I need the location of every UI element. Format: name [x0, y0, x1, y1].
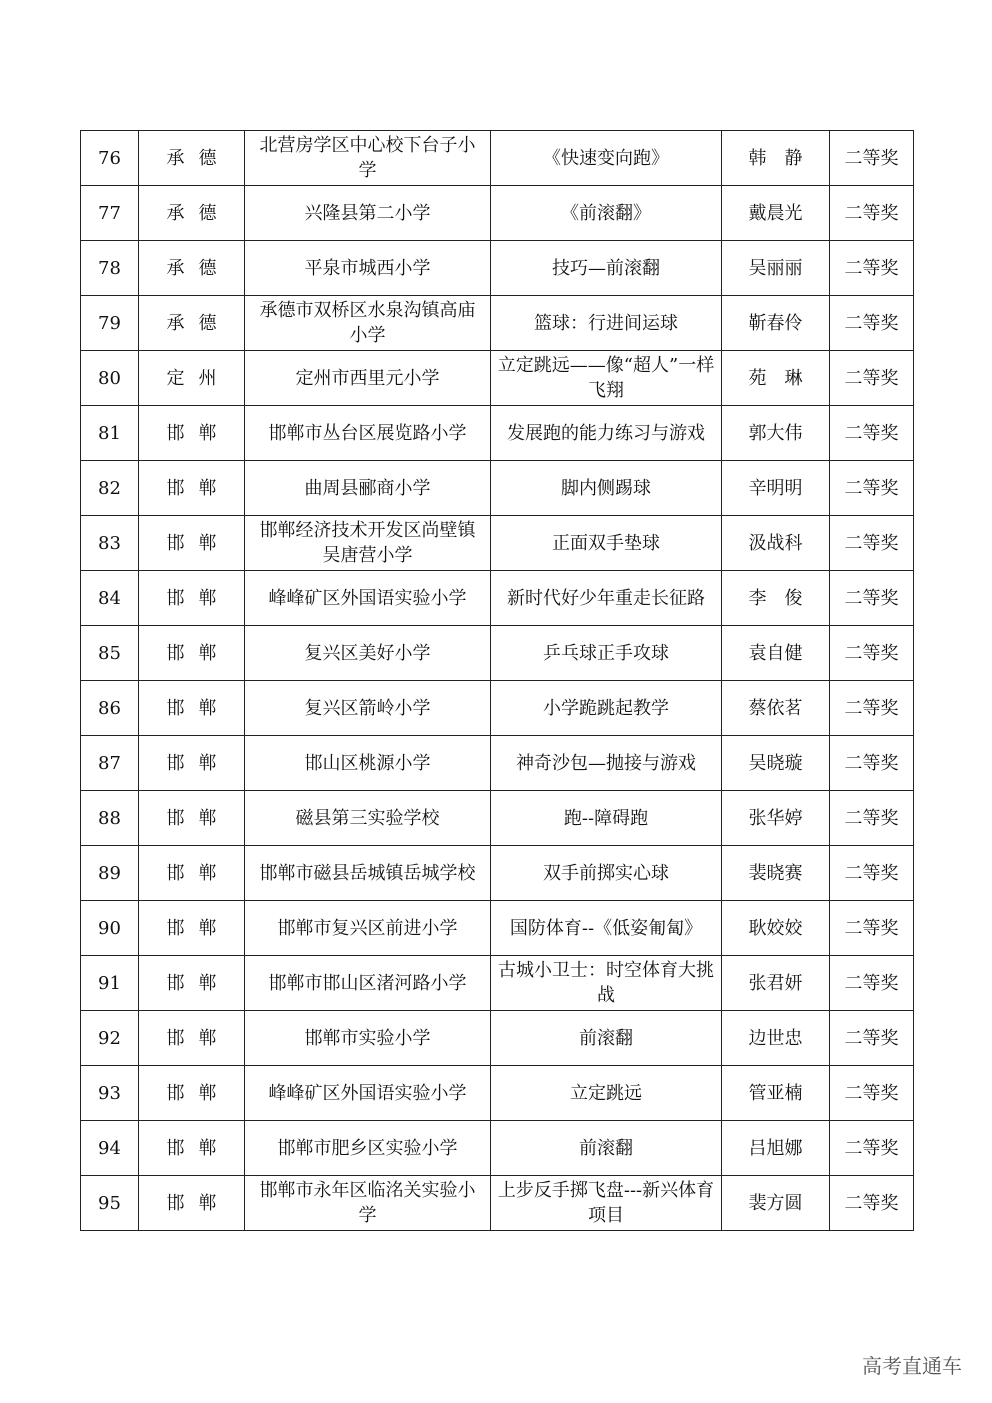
city-cell: 承德: [139, 296, 245, 351]
school-cell: 磁县第三实验学校: [245, 791, 491, 846]
teacher-cell: 李 俊: [722, 571, 830, 626]
school-cell: 邯郸市永年区临洺关实验小学: [245, 1176, 491, 1231]
table-row: [81, 956, 914, 1011]
table-row: [81, 1121, 914, 1176]
award-table: [80, 130, 914, 1231]
school-cell: 邯郸市实验小学: [245, 1011, 491, 1066]
city-cell: 邯郸: [139, 901, 245, 956]
row-number-cell: 77: [81, 186, 139, 241]
school-cell: 平泉市城西小学: [245, 241, 491, 296]
row-number-cell: 79: [81, 296, 139, 351]
city-cell: 邯郸: [139, 791, 245, 846]
lesson-topic-cell: 前滚翻: [491, 1121, 722, 1176]
row-number-cell: 82: [81, 461, 139, 516]
table-row: [81, 626, 914, 681]
school-cell: 邯郸市丛台区展览路小学: [245, 406, 491, 461]
lesson-topic-cell: 《前滚翻》: [491, 186, 722, 241]
teacher-cell: 张华婷: [722, 791, 830, 846]
table-row: [81, 461, 914, 516]
award-cell: 二等奖: [830, 1121, 914, 1176]
city-cell: 承德: [139, 241, 245, 296]
table-row: [81, 406, 914, 461]
table-row: [81, 901, 914, 956]
teacher-cell: 耿姣姣: [722, 901, 830, 956]
teacher-cell: 裴晓赛: [722, 846, 830, 901]
table-row: [81, 296, 914, 351]
award-cell: 二等奖: [830, 516, 914, 571]
city-cell: 邯郸: [139, 736, 245, 791]
award-cell: 二等奖: [830, 186, 914, 241]
award-cell: 二等奖: [830, 791, 914, 846]
school-cell: 兴隆县第二小学: [245, 186, 491, 241]
teacher-cell: 汲战科: [722, 516, 830, 571]
city-cell: 邯郸: [139, 626, 245, 681]
award-cell: 二等奖: [830, 901, 914, 956]
lesson-topic-cell: 正面双手垫球: [491, 516, 722, 571]
award-table-body: [81, 131, 914, 1231]
award-cell: 二等奖: [830, 681, 914, 736]
city-cell: 邯郸: [139, 516, 245, 571]
teacher-cell: 吴晓璇: [722, 736, 830, 791]
teacher-cell: 袁自健: [722, 626, 830, 681]
row-number-cell: 85: [81, 626, 139, 681]
school-cell: 定州市西里元小学: [245, 351, 491, 406]
school-cell: 邯郸市肥乡区实验小学: [245, 1121, 491, 1176]
teacher-cell: 靳春伶: [722, 296, 830, 351]
table-row: [81, 516, 914, 571]
city-cell: 邯郸: [139, 956, 245, 1011]
table-row: [81, 1011, 914, 1066]
city-cell: 邯郸: [139, 1176, 245, 1231]
row-number-cell: 76: [81, 131, 139, 186]
award-cell: 二等奖: [830, 1066, 914, 1121]
row-number-cell: 86: [81, 681, 139, 736]
school-cell: 邯郸市磁县岳城镇岳城学校: [245, 846, 491, 901]
row-number-cell: 81: [81, 406, 139, 461]
award-cell: 二等奖: [830, 351, 914, 406]
teacher-cell: 韩 静: [722, 131, 830, 186]
lesson-topic-cell: 上步反手掷飞盘---新兴体育项目: [491, 1176, 722, 1231]
table-row: [81, 186, 914, 241]
lesson-topic-cell: 立定跳远: [491, 1066, 722, 1121]
school-cell: 峰峰矿区外国语实验小学: [245, 1066, 491, 1121]
row-number-cell: 95: [81, 1176, 139, 1231]
lesson-topic-cell: 神奇沙包—抛接与游戏: [491, 736, 722, 791]
row-number-cell: 84: [81, 571, 139, 626]
teacher-cell: 吕旭娜: [722, 1121, 830, 1176]
teacher-cell: 辛明明: [722, 461, 830, 516]
row-number-cell: 94: [81, 1121, 139, 1176]
teacher-cell: 张君妍: [722, 956, 830, 1011]
lesson-topic-cell: 《快速变向跑》: [491, 131, 722, 186]
lesson-topic-cell: 跑--障碍跑: [491, 791, 722, 846]
city-cell: 邯郸: [139, 681, 245, 736]
table-row: [81, 1066, 914, 1121]
row-number-cell: 88: [81, 791, 139, 846]
city-cell: 承德: [139, 186, 245, 241]
school-cell: 北营房学区中心校下台子小学: [245, 131, 491, 186]
teacher-cell: 苑 琳: [722, 351, 830, 406]
city-cell: 邯郸: [139, 406, 245, 461]
city-cell: 邯郸: [139, 1011, 245, 1066]
city-cell: 定州: [139, 351, 245, 406]
teacher-cell: 边世忠: [722, 1011, 830, 1066]
award-cell: 二等奖: [830, 846, 914, 901]
award-cell: 二等奖: [830, 406, 914, 461]
row-number-cell: 87: [81, 736, 139, 791]
lesson-topic-cell: 国防体育--《低姿匍匐》: [491, 901, 722, 956]
lesson-topic-cell: 新时代好少年重走长征路: [491, 571, 722, 626]
table-row: [81, 791, 914, 846]
row-number-cell: 90: [81, 901, 139, 956]
teacher-cell: 郭大伟: [722, 406, 830, 461]
teacher-cell: 裴方圆: [722, 1176, 830, 1231]
school-cell: 邯郸市邯山区渚河路小学: [245, 956, 491, 1011]
city-cell: 邯郸: [139, 571, 245, 626]
lesson-topic-cell: 技巧—前滚翻: [491, 241, 722, 296]
row-number-cell: 93: [81, 1066, 139, 1121]
lesson-topic-cell: 乒乓球正手攻球: [491, 626, 722, 681]
row-number-cell: 89: [81, 846, 139, 901]
award-cell: 二等奖: [830, 241, 914, 296]
award-cell: 二等奖: [830, 736, 914, 791]
table-row: [81, 1176, 914, 1231]
city-cell: 邯郸: [139, 1066, 245, 1121]
school-cell: 邯郸市复兴区前进小学: [245, 901, 491, 956]
teacher-cell: 管亚楠: [722, 1066, 830, 1121]
row-number-cell: 80: [81, 351, 139, 406]
watermark-text: 高考直通车: [862, 1354, 962, 1378]
lesson-topic-cell: 小学跪跳起教学: [491, 681, 722, 736]
teacher-cell: 吴丽丽: [722, 241, 830, 296]
table-row: [81, 241, 914, 296]
school-cell: 邯山区桃源小学: [245, 736, 491, 791]
award-cell: 二等奖: [830, 296, 914, 351]
lesson-topic-cell: 前滚翻: [491, 1011, 722, 1066]
row-number-cell: 78: [81, 241, 139, 296]
table-row: [81, 131, 914, 186]
award-cell: 二等奖: [830, 626, 914, 681]
award-cell: 二等奖: [830, 1011, 914, 1066]
award-cell: 二等奖: [830, 131, 914, 186]
lesson-topic-cell: 立定跳远——像“超人”一样飞翔: [491, 351, 722, 406]
lesson-topic-cell: 篮球：行进间运球: [491, 296, 722, 351]
table-row: [81, 571, 914, 626]
school-cell: 峰峰矿区外国语实验小学: [245, 571, 491, 626]
table-row: [81, 846, 914, 901]
lesson-topic-cell: 双手前掷实心球: [491, 846, 722, 901]
table-row: [81, 736, 914, 791]
lesson-topic-cell: 古城小卫士：时空体育大挑战: [491, 956, 722, 1011]
award-cell: 二等奖: [830, 461, 914, 516]
award-cell: 二等奖: [830, 1176, 914, 1231]
row-number-cell: 83: [81, 516, 139, 571]
award-cell: 二等奖: [830, 571, 914, 626]
row-number-cell: 91: [81, 956, 139, 1011]
row-number-cell: 92: [81, 1011, 139, 1066]
table-row: [81, 681, 914, 736]
city-cell: 邯郸: [139, 461, 245, 516]
school-cell: 承德市双桥区水泉沟镇高庙小学: [245, 296, 491, 351]
award-cell: 二等奖: [830, 956, 914, 1011]
school-cell: 复兴区美好小学: [245, 626, 491, 681]
teacher-cell: 戴晨光: [722, 186, 830, 241]
lesson-topic-cell: 发展跑的能力练习与游戏: [491, 406, 722, 461]
school-cell: 邯郸经济技术开发区尚壁镇吴唐营小学: [245, 516, 491, 571]
lesson-topic-cell: 脚内侧踢球: [491, 461, 722, 516]
school-cell: 曲周县郦商小学: [245, 461, 491, 516]
city-cell: 邯郸: [139, 846, 245, 901]
school-cell: 复兴区箭岭小学: [245, 681, 491, 736]
teacher-cell: 蔡依茗: [722, 681, 830, 736]
city-cell: 承德: [139, 131, 245, 186]
city-cell: 邯郸: [139, 1121, 245, 1176]
table-row: [81, 351, 914, 406]
